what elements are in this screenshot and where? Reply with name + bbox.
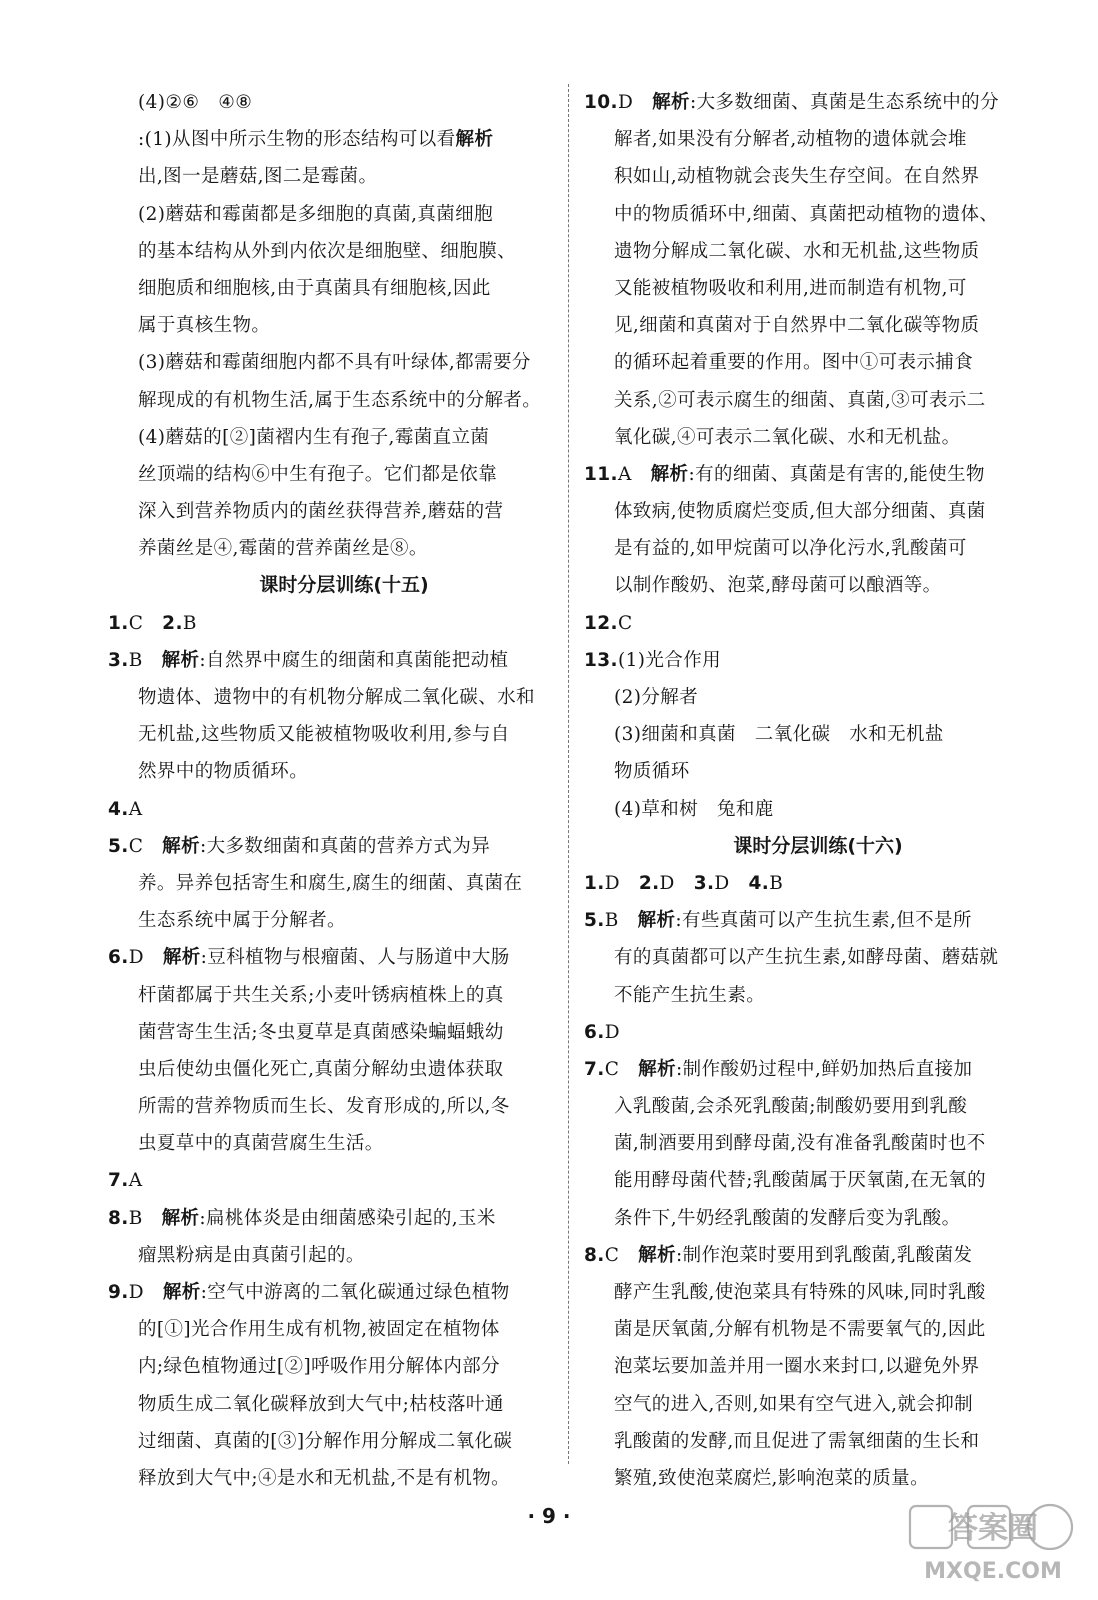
line-text: C: [604, 1058, 639, 1080]
line-text: 无机盐,这些物质又能被植物吸收利用,参与自: [138, 724, 510, 746]
item-number: 8.: [584, 1244, 605, 1266]
page-number: · 9 ·: [527, 1504, 571, 1528]
line-text: B: [128, 1207, 162, 1229]
line-text: C: [604, 1244, 639, 1266]
answer-item: [584, 605, 1036, 642]
line-text: 的[①]光合作用生成有机物,被固定在植物体: [138, 1319, 500, 1341]
analysis-keyword: 解析: [638, 1058, 676, 1080]
line-text: B: [604, 910, 638, 932]
line-text: 虫夏草中的真菌营腐生生活。: [138, 1133, 384, 1155]
line-text: 解者,如果没有分解者,动植物的遗体就会堆: [614, 129, 967, 151]
line-text: (4)②⑥ ④⑧: [138, 92, 253, 113]
answer-item: [108, 1274, 560, 1311]
line-text: 遗物分解成二氧化碳、水和无机盐,这些物质: [614, 240, 980, 262]
text-line: [108, 1014, 560, 1051]
text-line: [584, 791, 1036, 828]
line-text: 能用酵母菌代替;乳酸菌属于厌氧菌,在无氧的: [614, 1170, 987, 1192]
item-number: 6.: [108, 947, 129, 969]
line-text: 杆菌都属于共生关系;小麦叶锈病植株上的真: [138, 984, 504, 1006]
text-line: [108, 382, 560, 419]
text-line: [584, 567, 1036, 604]
watermark-logo-text: 答案圈: [948, 1511, 1038, 1546]
item-number: 5.: [108, 835, 129, 857]
text-line: [584, 1348, 1036, 1385]
line-text: :有些真菌可以产生抗生素,但不是所: [675, 910, 972, 932]
text-line: [584, 1088, 1036, 1125]
line-text: :自然界中腐生的细菌和真菌能把动植: [199, 649, 509, 671]
text-line: [108, 1311, 560, 1348]
analysis-keyword: 解析: [455, 129, 494, 151]
item-number: 11.: [584, 463, 618, 485]
item-number: 2.: [638, 872, 660, 894]
line-text: 入乳酸菌,会杀死乳酸菌;制酸奶要用到乳酸: [614, 1096, 968, 1118]
analysis-keyword: 解析: [162, 947, 201, 969]
line-text: 过细菌、真菌的[③]分解作用分解成二氧化碳: [138, 1430, 513, 1452]
text-line: [584, 977, 1036, 1014]
text-line: [584, 121, 1036, 158]
line-text: 体致病,使物质腐烂变质,但大部分细菌、真菌: [614, 501, 986, 523]
line-text: 养菌丝是④,霉菌的营养菌丝是⑧。: [138, 538, 428, 560]
line-text: (1)光合作用: [617, 649, 721, 671]
item-number: 12.: [584, 612, 618, 634]
line-text: 丝顶端的结构⑥中生有孢子。它们都是依靠: [138, 463, 498, 485]
line-text: 菌,制酒要用到酵母菌,没有准备乳酸菌时也不: [614, 1133, 986, 1155]
analysis-keyword: 解析: [162, 835, 200, 857]
line-text: B: [182, 612, 197, 634]
answer-item: [584, 642, 1036, 679]
line-text: A: [128, 798, 143, 820]
answer-item: [108, 642, 560, 679]
item-number: 6.: [584, 1021, 605, 1043]
text-line: [108, 1460, 560, 1497]
analysis-keyword: 解析: [162, 1282, 201, 1303]
section-heading: 课时分层训练(十五): [259, 574, 429, 597]
line-text: B: [769, 872, 784, 894]
answer-item: [108, 1200, 560, 1237]
line-text: :扁桃体炎是由细菌感染引起的,玉米: [199, 1207, 496, 1229]
analysis-keyword: 解析: [161, 649, 200, 671]
text-line: [108, 679, 560, 716]
line-text: (2)蘑菇和霉菌都是多细胞的真菌,真菌细胞: [138, 203, 493, 225]
line-text: 然界中的物质循环。: [138, 761, 309, 783]
line-text: 泡菜坛要加盖并用一圈水来封口,以避免外界: [614, 1356, 980, 1378]
text-line: [108, 1051, 560, 1088]
line-text: :制作泡菜时要用到乳酸菌,乳酸菌发: [675, 1244, 973, 1266]
text-line: [108, 270, 560, 307]
text-line: [584, 1423, 1036, 1460]
text-line: [108, 977, 560, 1014]
text-line: [108, 233, 560, 270]
line-text: 积如山,动植物就会丧失生存空间。在自然界: [614, 166, 980, 188]
text-line: [108, 456, 560, 493]
text-line: [108, 1348, 560, 1385]
line-text: (3)蘑菇和霉菌细胞内都不具有叶绿体,都需要分: [138, 352, 531, 374]
line-text: (2)分解者: [614, 687, 699, 708]
line-text: 生态系统中属于分解者。: [138, 910, 346, 932]
line-text: D: [714, 872, 749, 894]
line-text: D: [604, 1021, 620, 1043]
line-text: D: [128, 947, 163, 969]
line-text: 以制作酸奶、泡菜,酵母菌可以酿酒等。: [614, 575, 942, 597]
text-line: [584, 1200, 1036, 1237]
answer-item: [108, 828, 560, 865]
analysis-keyword: 解析: [650, 463, 689, 485]
text-line: [584, 939, 1036, 976]
text-line: [108, 307, 560, 344]
text-line: [108, 716, 560, 753]
item-number: 1.: [584, 872, 605, 894]
item-number: 3.: [108, 649, 129, 671]
line-text: 出,图一是蘑菇,图二是霉菌。: [138, 166, 378, 188]
line-text: D: [604, 872, 639, 894]
text-line: [584, 1162, 1036, 1199]
item-number: 7.: [584, 1058, 605, 1080]
text-line: [108, 344, 560, 381]
line-text: 养。异养包括寄生和腐生,腐生的细菌、真菌在: [138, 872, 523, 894]
item-number: 4.: [108, 798, 129, 820]
watermark-url: MXQE.COM: [924, 1559, 1062, 1584]
item-number: 2.: [162, 612, 183, 634]
line-text: 菌营寄生生活;冬虫夏草是真菌感染蝙蝠蛾幼: [138, 1021, 504, 1043]
line-text: 内;绿色植物通过[②]呼吸作用分解体内部分: [138, 1356, 501, 1378]
answer-item: [108, 791, 560, 828]
line-text: 所需的营养物质而生长、发育形成的,所以,冬: [138, 1096, 510, 1118]
line-text: 的基本结构从外到内依次是细胞壁、细胞膜、: [138, 240, 517, 262]
item-number: 13.: [584, 649, 618, 671]
text-line: [584, 1125, 1036, 1162]
analysis-keyword: 解析: [652, 92, 690, 113]
answer-item: [584, 84, 1036, 121]
line-text: 繁殖,致使泡菜腐烂,影响泡菜的质量。: [614, 1467, 929, 1489]
line-text: 条件下,牛奶经乳酸菌的发酵后变为乳酸。: [614, 1207, 961, 1229]
line-text: 释放到大气中;④是水和无机盐,不是有机物。: [138, 1467, 511, 1489]
line-text: D: [128, 1282, 163, 1303]
line-text: :豆科植物与根瘤菌、人与肠道中大肠: [200, 947, 510, 969]
text-line: [584, 530, 1036, 567]
text-line: [108, 121, 560, 158]
text-line: [108, 1423, 560, 1460]
text-line: [584, 419, 1036, 456]
text-line: [584, 493, 1036, 530]
answer-item: [584, 456, 1036, 493]
line-text: C: [617, 612, 633, 634]
text-line: [108, 865, 560, 902]
text-line: [584, 307, 1036, 344]
line-text: 又能被植物吸收和利用,进而制造有机物,可: [614, 277, 967, 299]
line-text: C: [128, 612, 163, 634]
answer-item: [584, 865, 1036, 902]
analysis-keyword: 解析: [637, 910, 676, 932]
text-line: [108, 84, 560, 121]
line-text: :大多数细菌、真菌是生态系统中的分: [689, 92, 999, 113]
line-text: 属于真核生物。: [138, 315, 271, 337]
line-text: 细胞质和细胞核,由于真菌具有细胞核,因此: [138, 277, 491, 299]
line-text: 乳酸菌的发酵,而且促进了需氧细菌的生长和: [614, 1430, 980, 1452]
item-number: 9.: [108, 1282, 129, 1303]
text-line: [108, 196, 560, 233]
item-number: 5.: [584, 910, 605, 932]
line-text: :有的细菌、真菌是有害的,能使生物: [688, 463, 985, 485]
answer-item: [584, 1237, 1036, 1274]
line-text: D: [659, 872, 694, 894]
line-text: 有的真菌都可以产生抗生素,如酵母菌、蘑菇就: [614, 947, 999, 969]
text-line: [108, 1237, 560, 1274]
text-line: [108, 158, 560, 195]
line-text: 见,细菌和真菌对于自然界中二氧化碳等物质: [614, 315, 980, 337]
right-column: [584, 84, 1036, 1497]
text-line: [108, 493, 560, 530]
text-line: [108, 530, 560, 567]
line-text: (4)草和树 兔和鹿: [614, 798, 774, 820]
line-text: 是有益的,如甲烷菌可以净化污水,乳酸菌可: [614, 538, 967, 560]
line-text: (3)细菌和真菌 二氧化碳 水和无机盐: [614, 724, 944, 746]
text-line: [584, 344, 1036, 381]
answer-item: [108, 605, 560, 642]
line-text: 瘤黑粉病是由真菌引起的。: [138, 1244, 365, 1266]
analysis-keyword: 解析: [638, 1244, 676, 1266]
answer-item: [108, 939, 560, 976]
text-line: [584, 196, 1036, 233]
item-number: 4.: [748, 872, 770, 894]
text-line: [108, 753, 560, 790]
line-text: :空气中游离的二氧化碳通过绿色植物: [200, 1282, 510, 1303]
answer-item: [584, 902, 1036, 939]
analysis-keyword: 解析: [161, 1207, 200, 1229]
line-text: 的循环起着重要的作用。图中①可表示捕食: [614, 352, 974, 374]
line-text: 解现成的有机物生活,属于生态系统中的分解者。: [138, 389, 542, 411]
line-text: 关系,②可表示腐生的细菌、真菌,③可表示二: [614, 389, 986, 411]
item-number: 7.: [108, 1170, 129, 1192]
line-text: 虫后使幼虫僵化死亡,真菌分解幼虫遗体获取: [138, 1058, 504, 1080]
answer-item: [108, 1162, 560, 1199]
line-text: B: [128, 649, 162, 671]
line-text: 深入到营养物质内的菌丝获得营养,蘑菇的营: [138, 501, 504, 523]
text-line: [584, 233, 1036, 270]
line-text: D: [617, 92, 653, 113]
line-text: 酵产生乳酸,使泡菜具有特殊的风味,同时乳酸: [614, 1282, 986, 1303]
text-line: [108, 1125, 560, 1162]
line-text: A: [128, 1170, 143, 1192]
watermark-logo: [908, 1502, 1078, 1588]
line-text: 中的物质循环中,细菌、真菌把动植物的遗体、: [614, 203, 999, 225]
line-text: 菌是厌氧菌,分解有机物是不需要氧气的,因此: [614, 1319, 986, 1341]
text-line: [584, 753, 1036, 790]
text-line: [584, 382, 1036, 419]
text-line: [584, 1460, 1036, 1497]
section-heading: 课时分层训练(十六): [733, 834, 903, 857]
text-line: [108, 1088, 560, 1125]
text-line: [108, 419, 560, 456]
line-text: :(1)从图中所示生物的形态结构可以看: [138, 129, 456, 151]
text-line: [108, 902, 560, 939]
line-text: 不能产生抗生素。: [614, 984, 766, 1006]
line-text: 空气的进入,否则,如果有空气进入,就会抑制: [614, 1393, 974, 1415]
text-line: [108, 1386, 560, 1423]
item-number: 1.: [108, 612, 129, 634]
text-line: [584, 716, 1036, 753]
text-line: [584, 158, 1036, 195]
left-column: [108, 84, 560, 1497]
text-line: [584, 1311, 1036, 1348]
text-line: [584, 679, 1036, 716]
line-text: C: [128, 835, 163, 857]
line-text: A: [617, 463, 651, 485]
line-text: :制作酸奶过程中,鲜奶加热后直接加: [675, 1058, 973, 1080]
text-line: [584, 1274, 1036, 1311]
line-text: 物质生成二氧化碳释放到大气中;枯枝落叶通: [138, 1393, 504, 1415]
line-text: 物质循环: [614, 761, 690, 783]
text-line: [584, 1386, 1036, 1423]
item-number: 3.: [693, 872, 715, 894]
line-text: (4)蘑菇的[②]菌褶内生有孢子,霉菌直立菌: [138, 426, 490, 448]
item-number: 10.: [584, 92, 618, 113]
line-text: :大多数细菌和真菌的营养方式为异: [199, 835, 491, 857]
item-number: 8.: [108, 1207, 129, 1229]
answer-item: [584, 1014, 1036, 1051]
text-line: [584, 270, 1036, 307]
line-text: 物遗体、遗物中的有机物分解成二氧化碳、水和: [138, 687, 535, 708]
line-text: 氧化碳,④可表示二氧化碳、水和无机盐。: [614, 426, 961, 448]
column-divider: [568, 84, 569, 1464]
answer-item: [584, 1051, 1036, 1088]
